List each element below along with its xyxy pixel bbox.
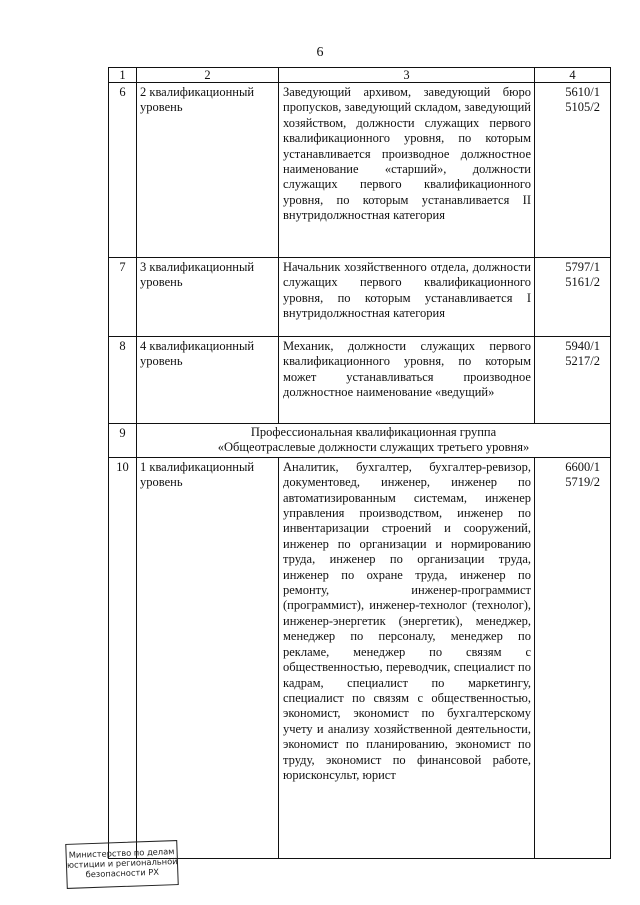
header-cell: 3 [279, 68, 535, 83]
row-number: 10 [109, 457, 137, 858]
code-1: 5940/1 [565, 339, 600, 353]
stamp-line-2: юстиции и региональной [66, 856, 178, 870]
table-row [109, 337, 611, 424]
page-number: 6 [316, 45, 324, 60]
codes-cell [535, 258, 611, 337]
row-number: 8 [109, 337, 137, 424]
code-1: 5797/1 [565, 260, 600, 274]
positions-description: Заведующий архивом, заведующий бюро пропусков, заведующий складом, заведующий хозяйством, должности служащих первого квалификационного уровня, по которым устанавливается производное должностное наименование «старший», должности служащих первого квалификационного уровня, по которым устанавливается II внутридолжностная категория [279, 83, 535, 258]
row-number: 9 [109, 424, 137, 458]
row-number: 6 [109, 83, 137, 258]
qualification-table [108, 67, 611, 859]
code-2: 5161/2 [565, 275, 600, 290]
qualification-level: 4 квалификационный уровень [137, 337, 279, 424]
header-cell: 1 [109, 68, 137, 83]
qualification-level: 2 квалификационный уровень [137, 83, 279, 258]
positions-description: Механик, должности служащих первого квалификационного уровня, по которым может устанавливаться производное должностное наименование «ведущий» [279, 337, 535, 424]
table-header-row [109, 68, 611, 83]
qualification-level: 1 квалификационный уровень [137, 457, 279, 858]
stamp-line-1: Министерство по делам [68, 846, 175, 860]
table-row [109, 258, 611, 337]
group-title-line-1: Профессиональная квалификационная группа [250, 425, 497, 439]
table-row [109, 83, 611, 258]
ministry-stamp [65, 840, 179, 889]
header-cell: 4 [535, 68, 611, 83]
group-row [109, 424, 611, 458]
table-row [109, 457, 611, 858]
header-cell: 2 [137, 68, 279, 83]
code-1: 6600/1 [565, 459, 600, 474]
qualification-level: 3 квалификационный уровень [137, 258, 279, 337]
codes-cell [535, 83, 611, 258]
stamp-line-3: безопасности РХ [85, 866, 160, 880]
code-1: 5610/1 [565, 85, 600, 99]
group-title-line-2: «Общеотраслевые должности служащих третьего уровня» [217, 440, 530, 455]
row-number: 7 [109, 258, 137, 337]
code-2: 5217/2 [565, 354, 600, 369]
code-2: 5719/2 [565, 475, 600, 490]
codes-cell [535, 457, 611, 858]
group-title [137, 424, 611, 458]
codes-cell [535, 337, 611, 424]
code-2: 5105/2 [565, 100, 600, 115]
positions-description: Аналитик, бухгалтер, бухгалтер-ревизор, документовед, инженер, инженер по автоматизированным системам, инженер управления производством, инженер по инвентаризации строений и сооружений, инженер по организации и нормированию труда, инженер по организации труда, инженер по охране труда, инженер по ремонту, инженер-программист (программист), инженер-технолог (технолог), инженер-энергетик (энергетик), менеджер, менеджер по персоналу, менеджер по рекламе, менеджер по связям с общественностью, переводчик, специалист по кадрам, специалист по маркетингу, специалист по связям с общественностью, экономист, экономист по бухгалтерскому учету и анализу хозяйственной деятельности, экономист по планированию, экономист по труду, экономист по финансовой работе, юрисконсульт, юрист [279, 457, 535, 858]
positions-description: Начальник хозяйственного отдела, должности служащих первого квалификационного уровня, по которым устанавливается I внутридолжностная категория [279, 258, 535, 337]
